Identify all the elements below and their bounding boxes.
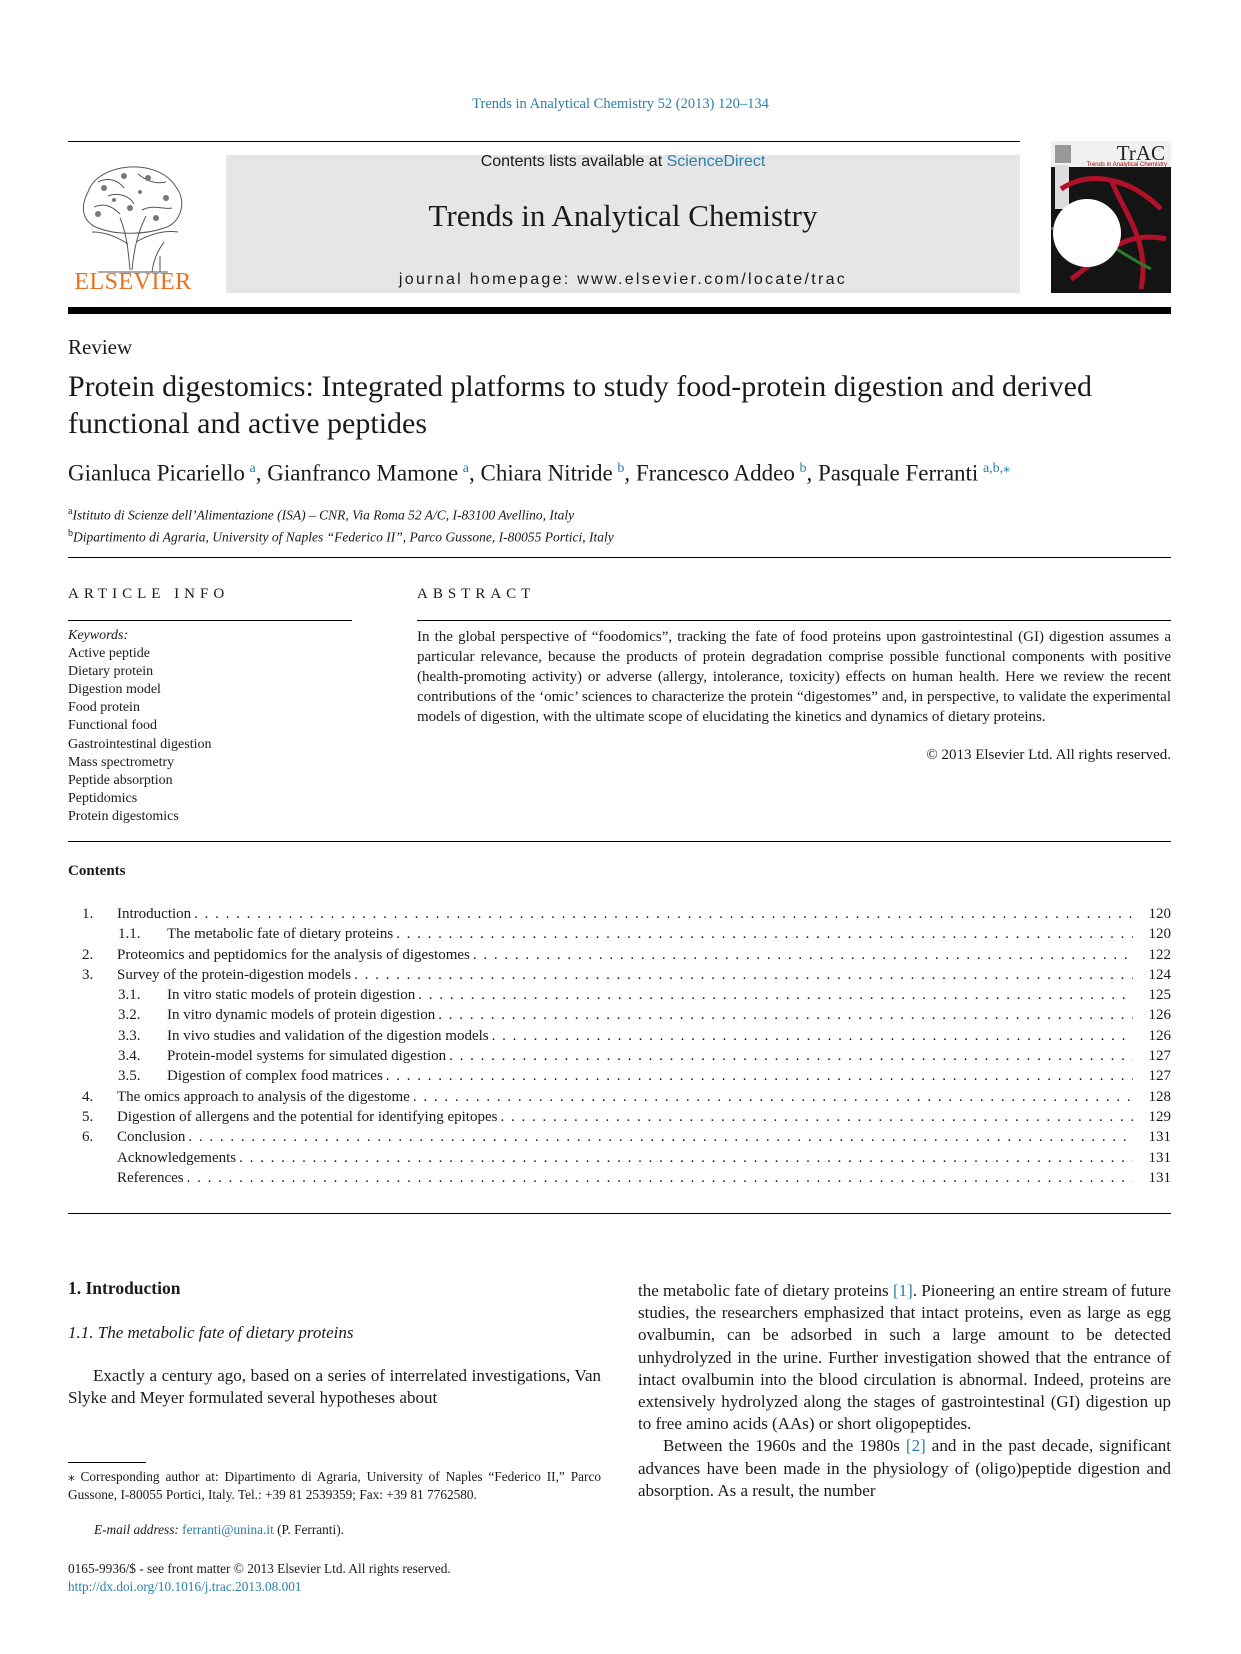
toc-entry[interactable] [68, 985, 1171, 1005]
body-paragraph: the metabolic fate of dietary proteins [1]. Pioneering an entire stream of future studies, the researchers emphasized that intact proteins, even as large as egg ovalbumin, can be adsorbed in such a large amount to be detected unhydrolyzed in the urine. Further investigation showed that the entrance of intact ovalbumin into the blood circulation is abnormal. Indeed, proteins are extensively hydrolyzed along the stages of gastrointestinal (GI) digestion up to free amino acids (AAs) or short oligopeptides. [638, 1281, 1172, 1434]
keyword-list [68, 645, 211, 826]
toc-number: 3.1. [118, 987, 141, 1004]
author-name[interactable]: Gianluca Picariello [68, 460, 245, 486]
toc-entry[interactable] [68, 1087, 1171, 1107]
keyword-item: Protein digestomics [68, 808, 179, 824]
contents-rule [68, 1213, 1171, 1214]
cover-trac-logo: TrAC [1116, 141, 1165, 165]
toc-number: 1. [82, 906, 94, 922]
body-column-2 [638, 1280, 1171, 1502]
toc-leader-dots [438, 1005, 1133, 1025]
keyword-item: Gastrointestinal digestion [68, 736, 212, 752]
toc-page-number: 126 [1148, 1007, 1171, 1024]
toc-title[interactable]: In vitro dynamic models of protein digestion [167, 1007, 436, 1024]
keywords-label: Keywords: [68, 628, 129, 643]
toc-title[interactable]: The omics approach to analysis of the digestome [117, 1088, 410, 1105]
author-separator: , [624, 460, 636, 486]
copyright-notice: © 2013 Elsevier Ltd. All rights reserved. [926, 747, 1171, 763]
toc-leader-dots [239, 1148, 1133, 1168]
abstract-text: In the global perspective of “foodomics”, tracking the fate of food proteins upon gastrointestinal (GI) digestion assumes a particular relevance, because the products of protein degradation comprise possible functional components with positive (health-promoting activity) or adverse (allergy, intolerance, toxicity) effects on human health. Here we review the recent contributions of the ‘omic’ sciences to characterize the protein “digestomes” and, in perspective, to validate the experimental models of digestion, with the ultimate scope of elucidating the kinetics and dynamics of dietary proteins. [417, 629, 1171, 725]
toc-number: 6. [82, 1129, 94, 1146]
citation-link[interactable]: [2] [905, 1436, 926, 1456]
keyword-item: Mass spectrometry [68, 754, 175, 770]
toc-number: 3.4. [118, 1048, 141, 1065]
toc-title[interactable]: Survey of the protein-digestion models [117, 966, 352, 983]
corresponding-author-footnote: ⁎ Corresponding author at: Dipartimento di Agraria, University of Naples “Federico II,” Parco Gussone, I-80055 Portici, Italy. Tel.: +39 81 2539359; Fax: +39 81 7762580. [68, 1469, 601, 1502]
header-top-rule [68, 141, 1020, 142]
toc-leader-dots [500, 1107, 1133, 1127]
toc-leader-dots [194, 904, 1133, 924]
toc-title[interactable]: In vivo studies and validation of the digestion models [167, 1027, 489, 1044]
journal-name: Trends in Analytical Chemistry [428, 198, 818, 233]
toc-title[interactable]: The metabolic fate of dietary proteins [167, 926, 394, 943]
toc-number: 3.5. [118, 1068, 141, 1085]
cover-publisher-mark [1055, 145, 1071, 163]
toc-page-number: 131 [1148, 1149, 1171, 1166]
keyword-item: Peptide absorption [68, 772, 173, 788]
author-affiliation-mark[interactable]: b [799, 461, 807, 476]
toc-number: 5. [82, 1108, 94, 1125]
author-separator: , [469, 460, 481, 486]
toc-page-number: 131 [1148, 1129, 1171, 1146]
cover-artwork [1051, 169, 1171, 293]
keyword-item: Digestion model [68, 682, 161, 698]
toc-title[interactable]: In vitro static models of protein digestion [167, 987, 416, 1004]
author-name[interactable]: Francesco Addeo [635, 460, 795, 486]
toc-leader-dots [413, 1087, 1133, 1107]
toc-title[interactable]: Introduction [117, 906, 192, 922]
toc-number: 4. [82, 1088, 94, 1105]
toc-number: 3.3. [118, 1027, 141, 1044]
toc-entry[interactable] [68, 904, 1171, 924]
cover-subtitle: Trends in Analytical Chemistry [1086, 162, 1167, 168]
toc-title[interactable]: Conclusion [117, 1129, 186, 1146]
toc-title[interactable]: Acknowledgements [117, 1149, 237, 1166]
article-info-rule [68, 620, 352, 621]
toc-number: 1.1. [118, 926, 141, 943]
toc-page-number: 120 [1148, 906, 1171, 922]
email-footnote: E-mail address: ferranti@unina.it (P. Ferranti). [94, 1522, 344, 1537]
section-heading-introduction: 1. Introduction [68, 1278, 181, 1298]
toc-page-number: 127 [1148, 1068, 1171, 1085]
keywords-rule [68, 841, 1171, 842]
keyword-item: Food protein [68, 700, 140, 716]
author-separator: , [806, 460, 818, 486]
toc-number: 2. [82, 946, 94, 963]
author-affiliation-mark[interactable]: a [462, 461, 470, 476]
toc-leader-dots [449, 1046, 1133, 1066]
front-matter-line: 0165-9936/$ - see front matter © 2013 Elsevier Ltd. All rights reserved. [68, 1561, 451, 1576]
keyword-item: Dietary protein [68, 664, 154, 680]
affiliations [68, 503, 614, 546]
article-title: Protein digestomics: Integrated platforms to study food-protein digestion and derived functional and active peptides [68, 370, 1092, 440]
author-name[interactable]: Chiara Nitride [480, 460, 613, 486]
toc-leader-dots [188, 1127, 1133, 1147]
toc-entry[interactable] [68, 1026, 1171, 1046]
toc-page-number: 128 [1148, 1088, 1171, 1105]
affiliation-rule [68, 557, 1171, 558]
keywords-block [68, 627, 211, 826]
toc-entry[interactable] [68, 1127, 1171, 1147]
article-info-heading: ARTICLE INFO [68, 586, 230, 602]
journal-cover-image [1051, 141, 1171, 293]
footnote-rule [68, 1462, 146, 1463]
contents-heading: Contents [68, 863, 126, 879]
toc-entry[interactable] [68, 1148, 1171, 1168]
toc-leader-dots [492, 1026, 1133, 1046]
affiliation-line: $^a$Istituto di Scienze dell’Alimentazione (ISA) – CNR, Via Roma 52 A/C, I-83100 Avellino, Italy [68, 506, 575, 523]
toc-page-number: 125 [1148, 987, 1171, 1004]
journal-citation[interactable]: Trends in Analytical Chemistry 52 (2013) 120–134 [472, 96, 769, 112]
email-link[interactable]: ferranti@unina.it [182, 1522, 274, 1537]
toc-title[interactable]: Digestion of complex food matrices [167, 1068, 383, 1085]
toc-entry[interactable] [68, 924, 1171, 944]
toc-entry[interactable] [68, 1168, 1171, 1188]
author-affiliation-mark[interactable]: a,b,⁎ [982, 461, 1011, 476]
toc-entry[interactable] [68, 965, 1171, 985]
author-list [68, 460, 1010, 487]
author-affiliation-mark[interactable]: a [249, 461, 256, 476]
subsection-heading: 1.1. The metabolic fate of dietary proteins [68, 1323, 354, 1342]
toc-title[interactable]: Protein-model systems for simulated digestion [167, 1048, 447, 1065]
author-affiliation-mark[interactable]: b [617, 461, 625, 476]
toc-title[interactable]: References [117, 1169, 184, 1186]
toc-number: 3.2. [118, 1007, 141, 1024]
toc-page-number: 122 [1148, 946, 1171, 963]
body-paragraph-col1: Exactly a century ago, based on a series of interrelated investigations, Van Slyke and Meyer formulated several hypotheses about [68, 1366, 601, 1408]
toc-leader-dots [396, 924, 1133, 944]
affiliation-line: $^b$Dipartimento di Agraria, University of Naples “Federico II”, Parco Gussone, I-80055 Portici, Italy [68, 527, 614, 544]
toc-leader-dots [354, 965, 1133, 985]
toc-entry[interactable] [68, 1005, 1171, 1025]
toc-entry[interactable] [68, 945, 1171, 965]
header-thick-rule [68, 307, 1171, 314]
author-separator: , [255, 460, 268, 486]
toc-page-number: 127 [1148, 1048, 1171, 1065]
toc-title[interactable]: Proteomics and peptidomics for the analysis of digestomes [117, 946, 470, 963]
toc-entry[interactable] [68, 1107, 1171, 1127]
author-name[interactable]: Gianfranco Mamone [267, 460, 459, 486]
toc-entry[interactable] [68, 1046, 1171, 1066]
body-paragraph: Between the 1960s and the 1980s [2] and in the past decade, significant advances have been made in the physiology of (oligo)peptide digestion and absorption. As a result, the number [638, 1436, 1171, 1500]
keyword-item: Functional food [68, 718, 158, 734]
toc-page-number: 129 [1148, 1108, 1171, 1125]
sciencedirect-link[interactable]: ScienceDirect [666, 153, 766, 170]
doi-link[interactable]: http://dx.doi.org/10.1016/j.trac.2013.08.001 [68, 1579, 302, 1594]
toc-leader-dots [187, 1168, 1133, 1188]
abstract-heading: ABSTRACT [417, 586, 536, 602]
citation-link[interactable]: [1] [892, 1281, 913, 1300]
toc-page-number: 131 [1148, 1169, 1171, 1186]
keyword-item: Active peptide [68, 646, 151, 662]
toc-leader-dots [386, 1066, 1133, 1086]
toc-title[interactable]: Digestion of allergens and the potential for identifying epitopes [117, 1108, 498, 1125]
abstract-rule [417, 620, 1171, 621]
toc-leader-dots [473, 945, 1133, 965]
toc-page-number: 120 [1148, 926, 1171, 943]
toc-number: 3. [82, 966, 94, 983]
keyword-item: Peptidomics [68, 790, 138, 806]
contents-available-line: Contents lists available at ScienceDirect [480, 153, 766, 170]
toc-leader-dots [418, 985, 1133, 1005]
article-type: Review [68, 335, 133, 359]
journal-homepage[interactable]: journal homepage: www.elsevier.com/locate/trac [398, 271, 848, 288]
author-name[interactable]: Pasquale Ferranti [818, 460, 979, 486]
table-of-contents [68, 904, 1171, 1188]
toc-entry[interactable] [68, 1066, 1171, 1086]
elsevier-wordmark: ELSEVIER [74, 269, 192, 295]
toc-page-number: 126 [1148, 1027, 1171, 1044]
toc-page-number: 124 [1148, 966, 1171, 983]
